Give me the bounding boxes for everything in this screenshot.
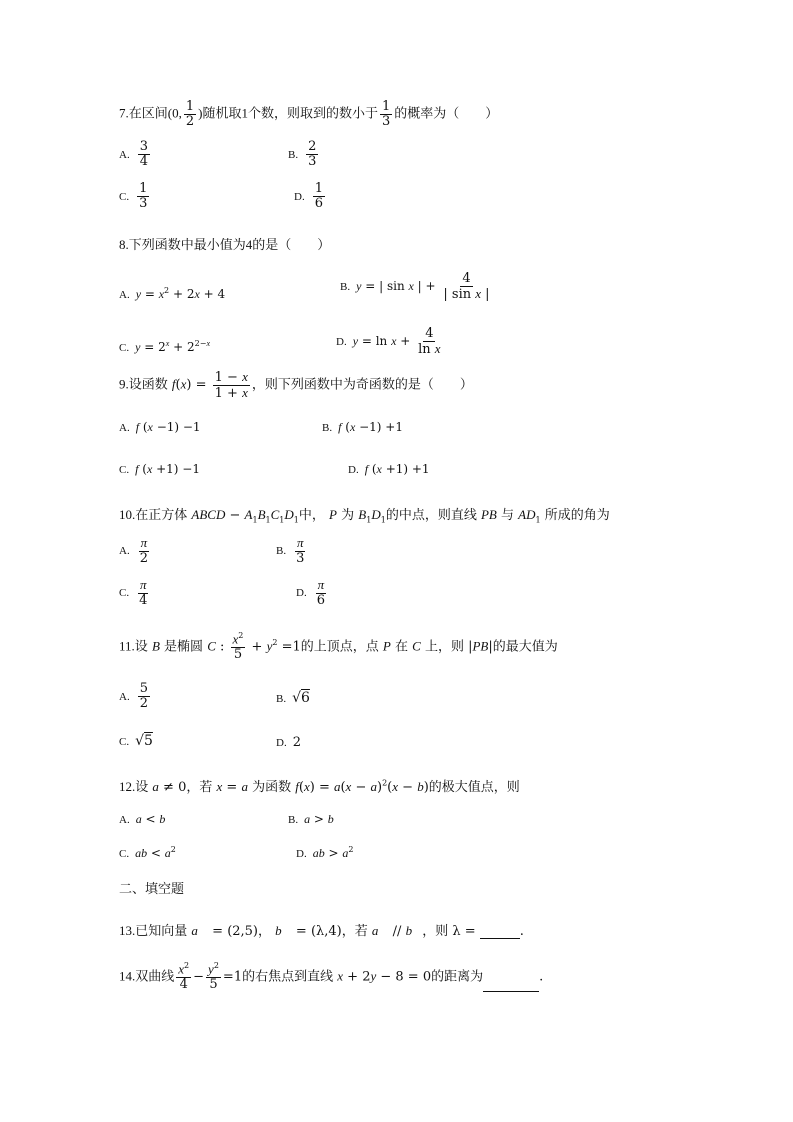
q8-stem: 8.下列函数中最小值为4的是（ ） (119, 237, 331, 253)
q7-option-d[interactable]: D. $\frac{1}{6}$ (294, 181, 323, 211)
q8-option-a[interactable]: A. $y = x^2 + 2x + 4$ (119, 286, 226, 301)
q8-option-c[interactable]: C. $y = 2^x + 2^{2-x}$ (119, 339, 210, 354)
q11-stem: 11.设 B 是椭圆 C : $\frac{x^2}{5}$ + $y^2 =1$的上顶点，点 P 在 C 上，则 |PB|的最大值为 (119, 631, 558, 662)
q9-option-d[interactable]: D. f (x +1) +1 (348, 462, 430, 476)
q14-stem: 14.双曲线 $\frac{x^2}{4}$ − $\frac{y^2}{5}$ =1的右焦点到直线 x + 2y − 8 = 0的距离为 . (119, 961, 544, 992)
q12-stem: 12.设 a ≠ 0，若 x = a 为函数 $f(x) = a(x - a)^2(x - b)$的极大值点，则 (119, 778, 520, 795)
q8-option-b[interactable]: B. y = | sin x | + $\frac{4}{\text{| sin x |}}$ (340, 271, 490, 302)
q7-stem: 7.在区间(0, $\frac{1}{2}$ )随机取1个数，则取到的数小于 $\frac{1}{3}$ 的概率为（ ） (119, 99, 499, 129)
q12-option-b[interactable]: B. a > b (288, 812, 334, 826)
q10-option-a[interactable]: A. $\frac{\pi}{2}$ (119, 535, 148, 566)
q9-stem: 9.设函数 f(x) = $\frac{1 - x}{1 + x}$ ，则下列函数中为奇函数的是（ ） (119, 369, 473, 401)
q11-option-c[interactable]: C. √5 (119, 733, 153, 749)
section-title: 二、填空题 (119, 882, 185, 897)
q11-option-d[interactable]: D. 2 (276, 735, 301, 750)
q10-stem: 10.在正方体 ABCD − $A_1B_1C_1D_1$中， P 为 $B_1D_1$的中点，则直线 PB 与 $AD_1$ 所成的角为 (119, 507, 610, 525)
q12-option-a[interactable]: A. a < b (119, 812, 166, 826)
q10-option-c[interactable]: C. $\frac{\pi}{4}$ (119, 577, 148, 608)
q10-option-d[interactable]: D. $\frac{\pi}{6}$ (296, 577, 325, 608)
q9-option-c[interactable]: C. f (x +1) −1 (119, 462, 200, 476)
answer-blank[interactable] (480, 925, 520, 939)
q8-option-d[interactable]: D. y = ln x + $\frac{4}{\text{ln x}}$ (336, 326, 441, 357)
q13-stem: 13.已知向量 a⃗ = (2,5)， b⃗ = (λ,4)，若 a⃗ // b⃗，则 λ = . (119, 923, 524, 939)
q7-option-b[interactable]: B. $\frac{2}{3}$ (288, 139, 317, 169)
q11-option-b[interactable]: B. √6 (276, 690, 310, 706)
answer-blank[interactable] (483, 978, 539, 992)
q9-option-b[interactable]: B. f (x −1) +1 (322, 420, 403, 434)
q7-option-a[interactable]: A. $\frac{3}{4}$ (119, 139, 148, 169)
q11-option-a[interactable]: A. $\frac{5}{2}$ (119, 681, 148, 711)
q9-option-a[interactable]: A. f (x −1) −1 (119, 420, 201, 434)
q12-option-d[interactable]: D. ab > $a^2$ (296, 845, 354, 860)
q10-option-b[interactable]: B. $\frac{\pi}{3}$ (276, 535, 305, 566)
q12-option-c[interactable]: C. ab < $a^2$ (119, 845, 176, 860)
q7-option-c[interactable]: C. $\frac{1}{3}$ (119, 181, 148, 211)
